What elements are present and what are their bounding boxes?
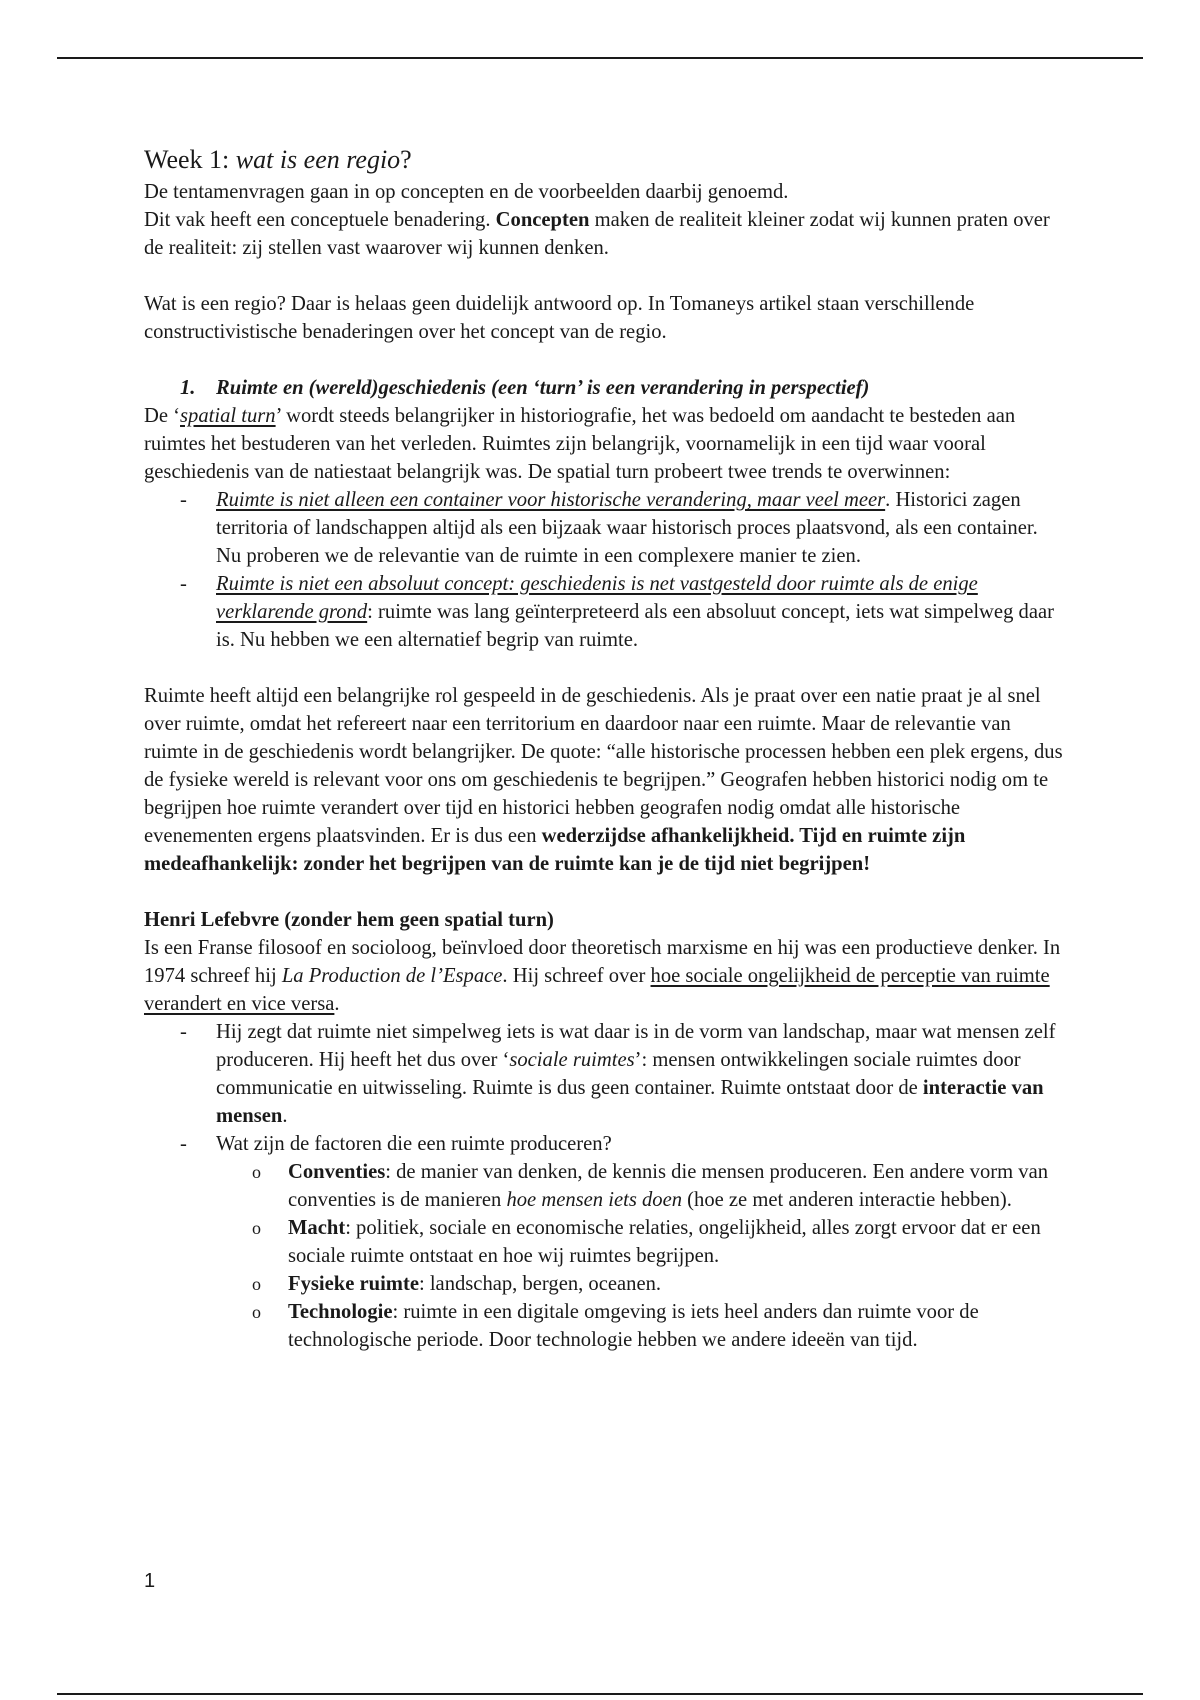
- lefebvre-bullets: [144, 1018, 1064, 1354]
- document-page: [144, 142, 1064, 1354]
- factor-name: Fysieke ruimte: [288, 1273, 419, 1295]
- page-title: [144, 142, 1064, 178]
- factor-text: : ruimte in een digitale omgeving is iets heel anders dan ruimte voor de technologische periode. Door technologie hebben we andere ideeën van tijd.: [288, 1301, 979, 1351]
- lefebvre-para-end: .: [334, 993, 340, 1015]
- ruimte-mid: .: [789, 825, 800, 847]
- lefebvre-b1-pre: Hij zegt dat ruimte niet simpelweg iets is wat daar is in de vorm van landschap, maar wat mensen zelf produceren. Hij heeft het dus over ‘: [216, 1021, 1056, 1071]
- lefebvre-b1-mid: ’: mensen ontwikkelingen sociale ruimtes door communicatie en uitwisseling. Ruimte is dus geen container. Ruimte ontstaat door de: [216, 1049, 1021, 1099]
- spacer: [144, 262, 1064, 290]
- list-item: [144, 570, 1064, 654]
- lefebvre-paragraph: [144, 934, 1064, 1018]
- spacer: [144, 654, 1064, 682]
- list-item: [144, 1018, 1064, 1130]
- section-1-heading: [144, 374, 1064, 402]
- section-1-number: 1.: [180, 377, 196, 399]
- factor-name: Conventies: [288, 1161, 386, 1183]
- factor-text: : de manier van denken, de kennis die mensen produceren. Een andere vorm van conventies is de manieren: [288, 1161, 1049, 1211]
- bullet-rest: . Historici zagen territoria of landschappen altijd als een bijzaak waar historisch proces plaatsvond, als een container. Nu proberen we de relevantie van de ruimte in een complexere manier te zien.: [216, 489, 1038, 567]
- lefebvre-b1-bold: interactie van mensen: [216, 1077, 1044, 1127]
- lefebvre-para-mid: . Hij schreef over: [502, 965, 651, 987]
- factor-text: : politiek, sociale en economische relaties, ongelijkheid, alles zorgt ervoor dat er een sociale ruimte ontstaat en hoe wij ruimtes begrijpen.: [288, 1217, 1041, 1267]
- bullet-rest: : ruimte was lang geïnterpreteerd als een absoluut concept, iets wat simpelweg daar is. Nu hebben we een alternatief begrip van ruimte.: [216, 601, 1054, 651]
- regio-paragraph: Wat is een regio? Daar is helaas geen duidelijk antwoord op. In Tomaneys artikel staan verschillende constructivistische benaderingen over het concept van de regio.: [144, 293, 975, 343]
- title-suffix: ?: [400, 145, 412, 174]
- spacer: [144, 346, 1064, 374]
- list-item: [144, 1130, 1064, 1354]
- ruimte-text: Ruimte heeft altijd een belangrijke rol gespeeld in de geschiedenis. Als je praat over een natie praat je al snel over ruimte, omdat het refereert naar een territorium en daardoor naar een ruimte. Maar de relevantie van ruimte in de geschiedenis wordt belangrijker. De quote: “alle historische processen hebben een plek ergens, dus de fysieke wereld is relevant voor ons om geschiedenis te begrijpen.” Geografen hebben historici nodig om te begrijpen hoe ruimte verandert over tijd en historici hebben geografen nodig omdat alle historische evenementen ergens plaatsvinden. Er is dus een: [144, 685, 1063, 847]
- ruimte-bold-1: wederzijdse afhankelijkheid: [541, 825, 790, 847]
- lefebvre-b1-italic: sociale ruimtes: [509, 1049, 635, 1071]
- footer-rule: [57, 1693, 1143, 1695]
- title-prefix: Week 1:: [144, 145, 236, 174]
- intro-line-2-pre: Dit vak heeft een conceptuele benadering.: [144, 209, 496, 231]
- page-number: 1: [144, 1570, 156, 1592]
- section-1-heading-text: Ruimte en (wereld)geschiedenis (een ‘turn’ is een verandering in perspectief): [216, 377, 870, 399]
- section-1-bullets: [144, 486, 1064, 654]
- bullet-lead: Ruimte is niet alleen een container voor historische verandering, maar veel meer: [216, 489, 886, 511]
- section-1-paragraph: [144, 402, 1064, 486]
- intro-concepten: Concepten: [495, 209, 590, 231]
- ruimte-paragraph: [144, 682, 1064, 878]
- list-item: [216, 1214, 1064, 1270]
- intro-line-2-post: maken de realiteit kleiner zodat wij kunnen praten over de realiteit: zij stellen vast waarover wij kunnen denken.: [144, 209, 1050, 259]
- factor-list: [216, 1158, 1064, 1354]
- factor-post: (hoe ze met anderen interactie hebben).: [682, 1189, 1012, 1211]
- header-rule: [57, 57, 1143, 59]
- list-item: [216, 1158, 1064, 1214]
- lefebvre-para-pre: Is een Franse filosoof en socioloog, beïnvloed door theoretisch marxisme en hij was een productieve denker. In 1974 schreef hij: [144, 937, 1061, 987]
- circle-bullet-icon: o: [252, 1218, 261, 1238]
- circle-bullet-icon: o: [252, 1302, 261, 1322]
- spacer: [144, 878, 1064, 906]
- factor-italic: hoe mensen iets doen: [506, 1189, 683, 1211]
- factor-name: Technologie: [288, 1301, 393, 1323]
- spatial-turn-term: spatial turn: [180, 405, 276, 427]
- factor-text: : landschap, bergen, oceanen.: [418, 1273, 662, 1295]
- bullet-lead: Ruimte is niet een absoluut concept: geschiedenis is net vastgesteld door ruimte als de enige verklarende grond: [216, 573, 978, 623]
- section-1-para-post: ’ wordt steeds belangrijker in historiografie, het was bedoeld om aandacht te besteden aan ruimtes het bestuderen van het verleden. Ruimtes zijn belangrijk, voornamelijk in een tijd waar vooral geschiedenis van de natiestaat belangrijk was. De spatial turn probeert twee trends te overwinnen:: [144, 405, 1016, 483]
- ruimte-bold-2: Tijd en ruimte zijn medeafhankelijk: zonder het begrijpen van de ruimte kan je de tijd niet begrijpen!: [144, 825, 966, 875]
- intro-line-2: [144, 206, 1064, 262]
- circle-bullet-icon: o: [252, 1274, 261, 1294]
- circle-bullet-icon: o: [252, 1162, 261, 1182]
- lefebvre-book-title: La Production de l’Espace: [281, 965, 503, 987]
- list-item: [144, 486, 1064, 570]
- intro-line-1: De tentamenvragen gaan in op concepten en de voorbeelden daarbij genoemd.: [144, 181, 789, 203]
- section-1-para-pre: De ‘: [144, 405, 181, 427]
- lefebvre-heading: Henri Lefebvre (zonder hem geen spatial turn): [144, 909, 554, 931]
- lefebvre-b1-end: .: [282, 1105, 288, 1127]
- factor-name: Macht: [288, 1217, 346, 1239]
- list-item: [216, 1270, 1064, 1298]
- lefebvre-b2-text: Wat zijn de factoren die een ruimte produceren?: [216, 1133, 612, 1155]
- lefebvre-underlined: hoe sociale ongelijkheid de perceptie van ruimte verandert en vice versa: [144, 965, 1050, 1015]
- list-item: [216, 1298, 1064, 1354]
- title-italic: wat is een regio: [235, 145, 401, 174]
